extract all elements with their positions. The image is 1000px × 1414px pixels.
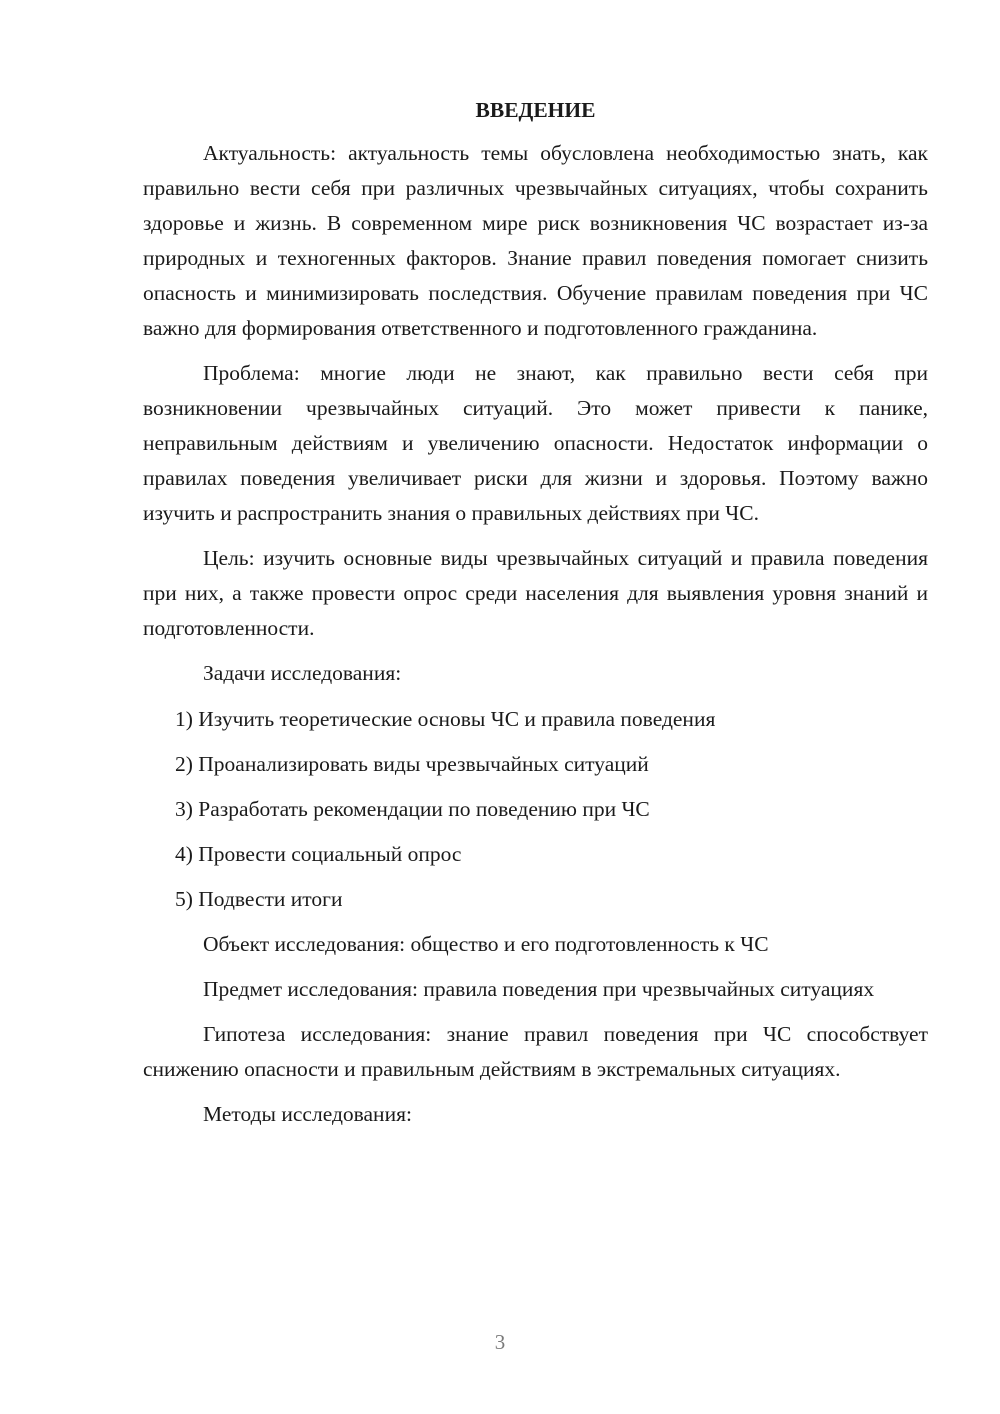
object-paragraph: Объект исследования: общество и его подготовленность к ЧС (203, 932, 769, 956)
hypothesis-paragraph: Гипотеза исследования: знание правил поведения при ЧС способствует снижению опасности и правильным действиям в экстремальных ситуациях. (143, 1022, 928, 1081)
document-page (143, 92, 928, 1142)
goal-paragraph: Цель: изучить основные виды чрезвычайных ситуаций и правила поведения при них, а также провести опрос среди населения для выявления уровня знаний и подготовленности. (143, 546, 928, 640)
subject-paragraph: Предмет исследования: правила поведения при чрезвычайных ситуациях (203, 977, 875, 1001)
list-item: 2) Проанализировать виды чрезвычайных ситуаций (175, 752, 649, 776)
problem-paragraph: Проблема: многие люди не знают, как правильно вести себя при возникновении чрезвычайных ситуаций. Это может привести к панике, неправильным действиям и увеличению опасности. Недостаток информации о правилах поведения увеличивает риски для жизни и здоровья. Поэтому важно изучить и распространить знания о правильных действиях при ЧС. (143, 361, 928, 525)
page-number: 3 (494, 1330, 506, 1354)
list-item: 3) Разработать рекомендации по поведению при ЧС (175, 797, 650, 821)
list-item: 5) Подвести итоги (175, 887, 343, 911)
tasks-list (143, 702, 928, 917)
list-item: 1) Изучить теоретические основы ЧС и правила поведения (175, 707, 716, 731)
section-title: ВВЕДЕНИЕ (475, 98, 596, 122)
relevance-paragraph: Актуальность: актуальность темы обусловлена необходимостью знать, как правильно вести себя при различных чрезвычайных ситуациях, чтобы сохранить здоровье и жизнь. В современном мире риск возникновения ЧС возрастает из-за природных и техногенных факторов. Знание правил поведения помогает снизить опасность и минимизировать последствия. Обучение правилам поведения при ЧС важно для формирования ответственного и подготовленного гражданина. (143, 141, 928, 340)
tasks-heading: Задачи исследования: (203, 661, 402, 685)
methods-heading: Методы исследования: (203, 1102, 412, 1126)
list-item: 4) Провести социальный опрос (175, 842, 462, 866)
